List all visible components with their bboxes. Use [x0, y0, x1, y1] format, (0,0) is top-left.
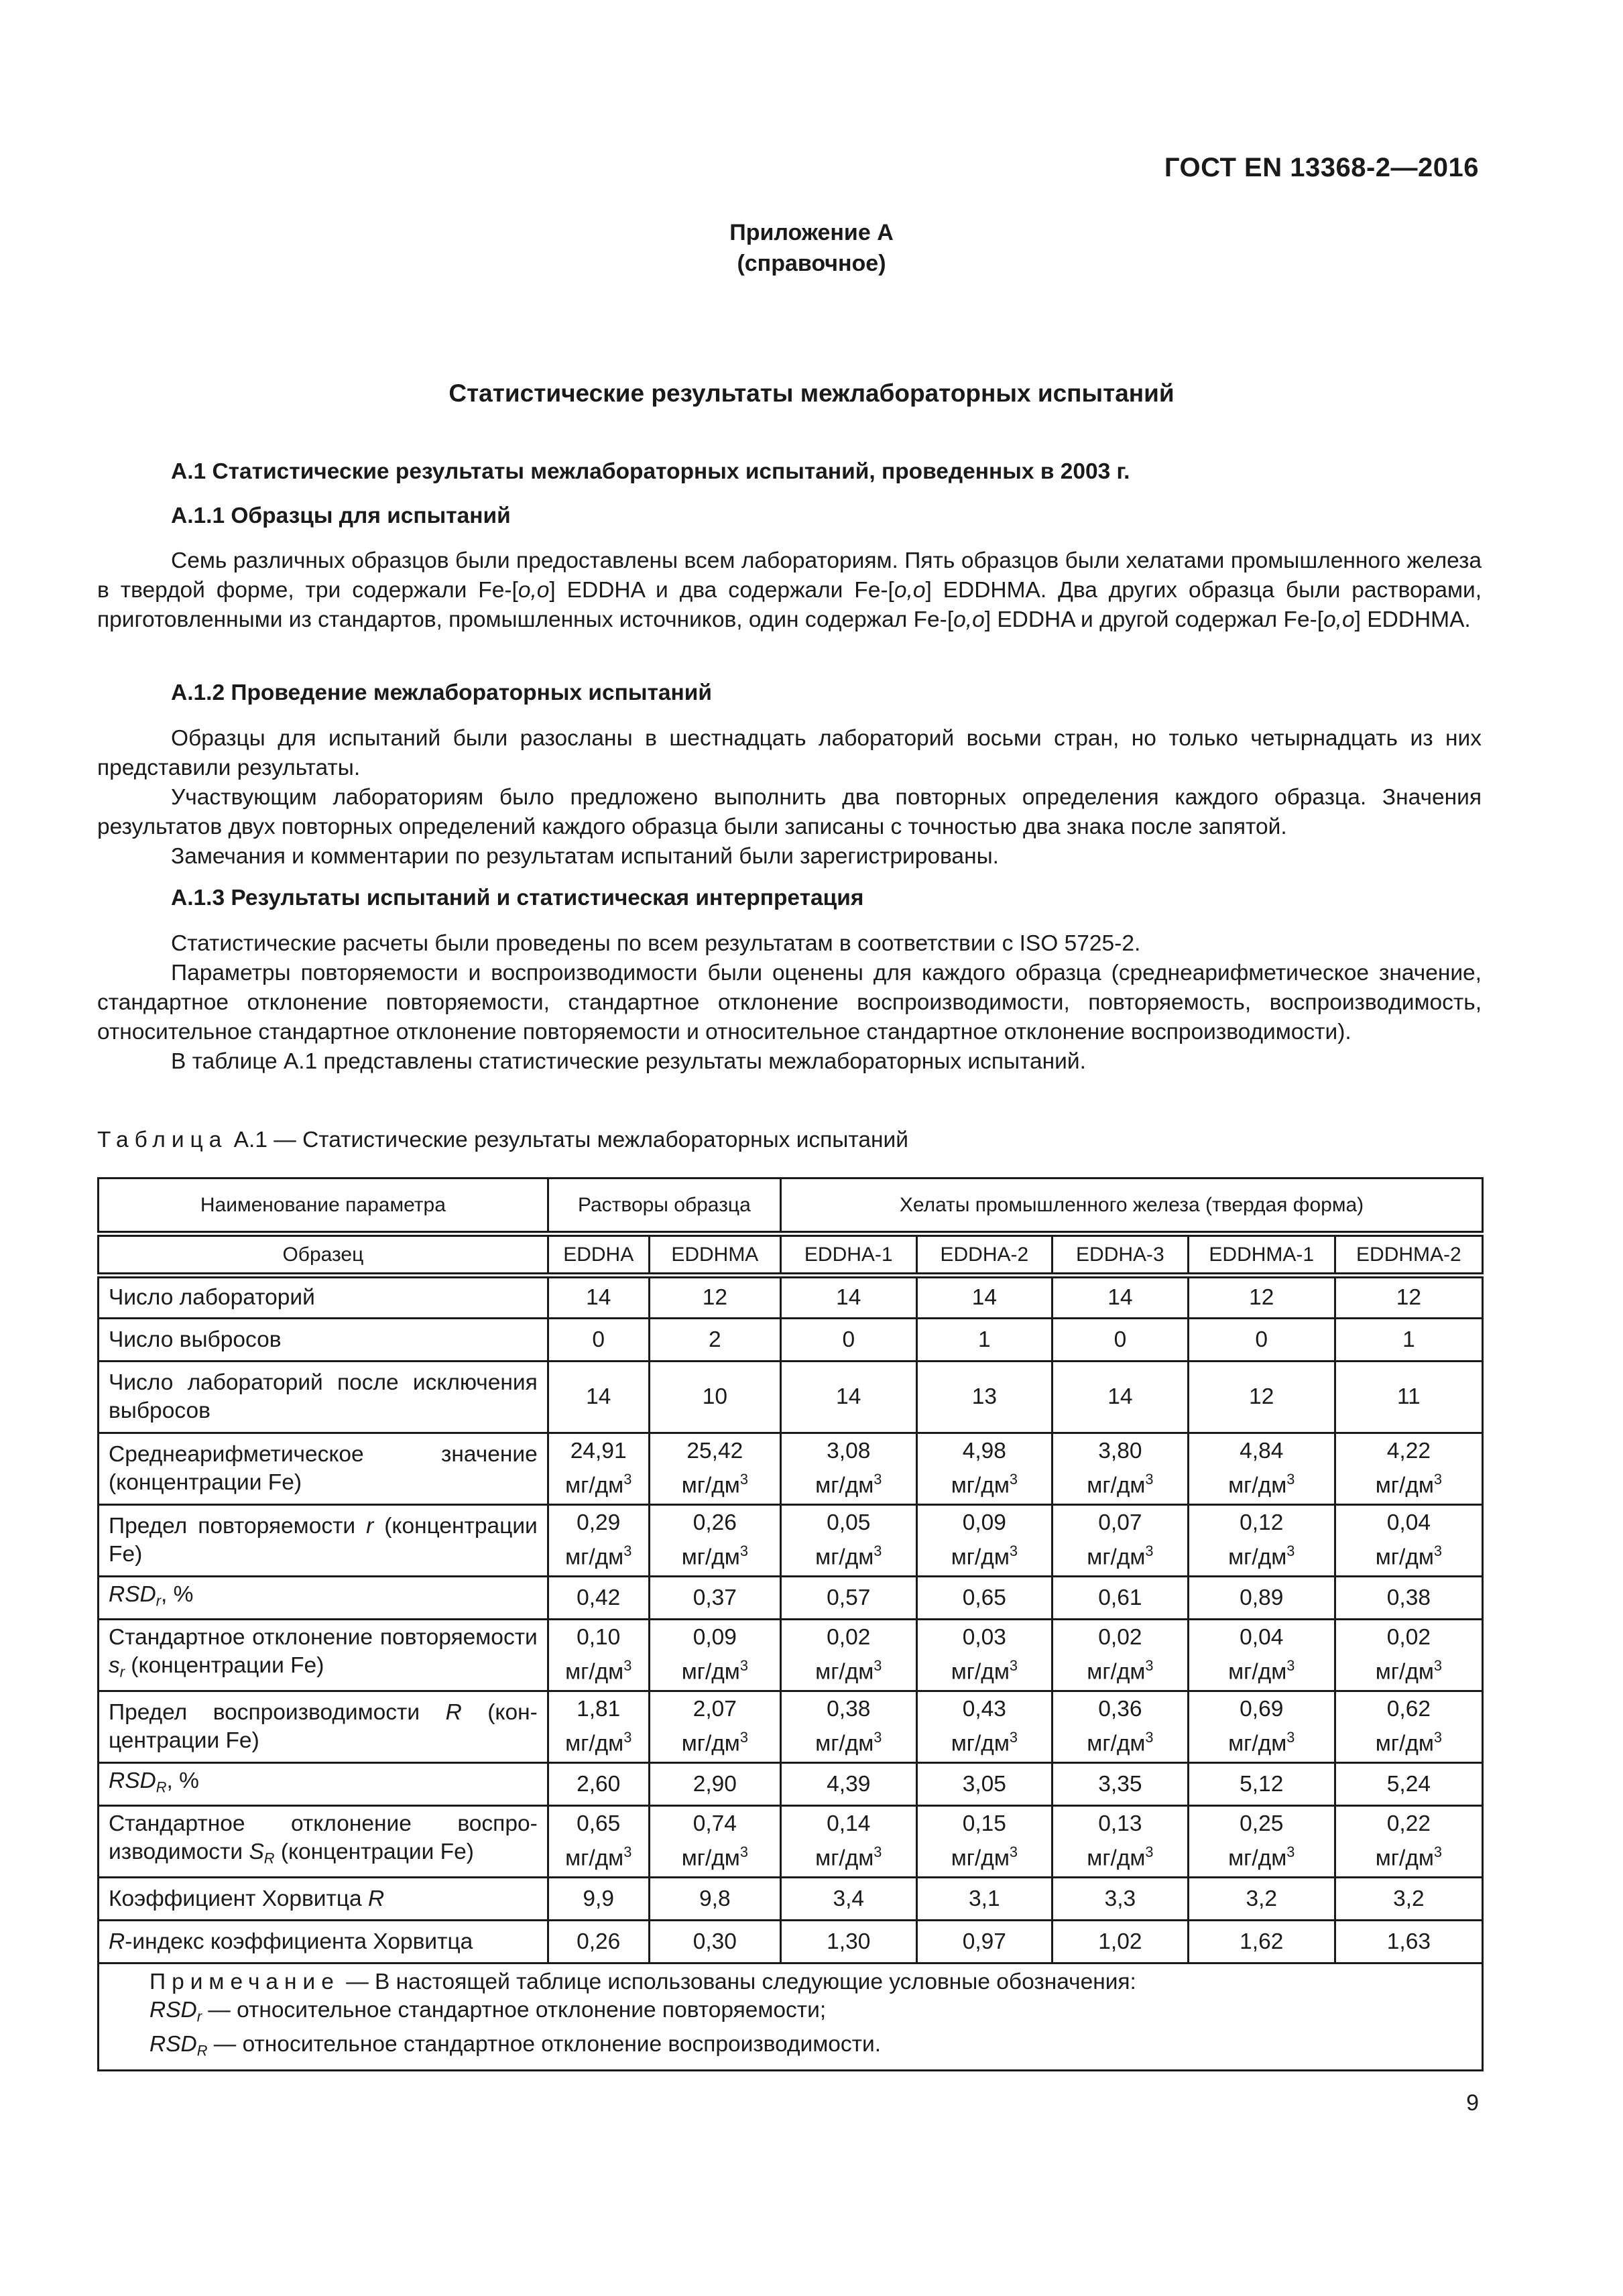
table-cell: 0,10 $мг/дм^3$ — [548, 1620, 649, 1691]
table-cell: 9,8 — [649, 1878, 780, 1921]
table-header-row — [99, 1179, 1483, 1234]
paragraph: Статистические расчеты были проведены по всем результатам в соответствии с ISO 5725-2. — [171, 931, 1141, 956]
unit-label: $мг/дм^3$ — [815, 1471, 882, 1498]
table-caption: Таблица А.1 — Статистические результаты межлабораторных испытаний — [97, 1128, 908, 1152]
table-cell: 14 — [916, 1276, 1053, 1319]
table-cell: 0,02 $мг/дм^3$ — [1053, 1620, 1189, 1691]
table-cell: 2,60 — [548, 1763, 649, 1806]
unit-label: $мг/дм^3$ — [1375, 1657, 1443, 1685]
paragraph: Замечания и комментарии по результатам испытаний были зарегистрированы. — [171, 844, 999, 869]
table-cell: 0,30 — [649, 1921, 780, 1963]
unit-label: $мг/дм^3$ — [681, 1543, 748, 1570]
unit-label: $мг/дм^3$ — [565, 1543, 632, 1570]
unit-label: $мг/дм^3$ — [565, 1657, 632, 1685]
table-cell: 14 — [548, 1362, 649, 1433]
unit-label: $мг/дм^3$ — [1087, 1471, 1154, 1498]
table-cell: 13 — [916, 1362, 1053, 1433]
table-row — [99, 1620, 1483, 1691]
unit-label: $мг/дм^3$ — [951, 1729, 1018, 1756]
unit-label: $мг/дм^3$ — [815, 1657, 882, 1685]
header-param: Наименование параметра — [99, 1179, 548, 1234]
unit-label: $мг/дм^3$ — [1375, 1543, 1443, 1570]
table-row — [99, 1433, 1483, 1505]
row-label: Число лабораторий после исключения выбросов — [99, 1362, 548, 1433]
table-cell: 4,84 $мг/дм^3$ — [1188, 1433, 1335, 1505]
unit-label: $мг/дм^3$ — [681, 1657, 748, 1685]
table-cell: 5,24 — [1335, 1763, 1482, 1806]
unit-label: $мг/дм^3$ — [951, 1543, 1018, 1570]
unit-label: $мг/дм^3$ — [565, 1844, 632, 1871]
table-cell: 0,09 $мг/дм^3$ — [916, 1505, 1053, 1577]
table-row — [99, 1763, 1483, 1806]
row-label: Стандартное отклонение повторяемости $s_r$ (концентрации Fe) — [99, 1620, 548, 1691]
unit-label: $мг/дм^3$ — [951, 1471, 1018, 1498]
annex-title: Статистические результаты межлабораторных испытаний — [448, 379, 1175, 407]
section-a13 — [97, 884, 1482, 913]
header-col: EDDHA-1 — [781, 1234, 917, 1276]
table-cell: 0 — [781, 1319, 917, 1362]
table-cell: 0,22 $мг/дм^3$ — [1335, 1806, 1482, 1878]
unit-label: $мг/дм^3$ — [681, 1471, 748, 1498]
table-cell: 14 — [781, 1362, 917, 1433]
section-a13-body — [97, 929, 1482, 1077]
table-cell: 0,74 $мг/дм^3$ — [649, 1806, 780, 1878]
unit-label: $мг/дм^3$ — [1228, 1543, 1295, 1570]
unit-label: $мг/дм^3$ — [1087, 1844, 1154, 1871]
table-cell: 4,98 $мг/дм^3$ — [916, 1433, 1053, 1505]
table-cell: 0,15 $мг/дм^3$ — [916, 1806, 1053, 1878]
table-row — [99, 1362, 1483, 1433]
table-row — [99, 1319, 1483, 1362]
table-cell: 0,02 $мг/дм^3$ — [781, 1620, 917, 1691]
row-label: R-индекс коэффициента Хорвитца — [99, 1921, 548, 1963]
paragraph: Параметры повторяемости и воспроизводимости были оценены для каждого образца (среднеарифметическое значение, стандартное отклонение повторяемости, стандартное отклонение воспроизводимости, повторяемость, воспроизводимость, относительное стандартное отклонение повторяемости и относительное стандартное отклонение воспроизводимости). — [97, 961, 1482, 1044]
header-solutions: Растворы образца — [548, 1179, 780, 1234]
table-cell: 0,89 — [1188, 1577, 1335, 1620]
statistics-table — [97, 1177, 1484, 2071]
table-cell: 3,4 — [781, 1878, 917, 1921]
table-cell: 1,62 — [1188, 1921, 1335, 1963]
row-label: Предел повторяемости r (концентрации Fe) — [99, 1505, 548, 1577]
table-cell: 3,2 — [1335, 1878, 1482, 1921]
table-cell: 0,65 $мг/дм^3$ — [548, 1806, 649, 1878]
table-row — [99, 1577, 1483, 1620]
table-cell: 0,97 — [916, 1921, 1053, 1963]
table-cell: 14 — [781, 1276, 917, 1319]
table-row — [99, 1505, 1483, 1577]
table-cell: 12 — [1188, 1276, 1335, 1319]
paragraph: В таблице А.1 представлены статистические результаты межлабораторных испытаний. — [171, 1049, 1086, 1074]
table-cell: 11 — [1335, 1362, 1482, 1433]
section-a1 — [97, 457, 1482, 487]
paragraph: Участвующим лабораториям было предложено выполнить два повторных определения каждого образца. Значения результатов двух повторных определений каждого образца были записаны с точностью два знака после запятой. — [97, 785, 1482, 839]
table-cell: 3,08 $мг/дм^3$ — [781, 1433, 917, 1505]
table-cell: 0,13 $мг/дм^3$ — [1053, 1806, 1189, 1878]
header-col: EDDHMA — [649, 1234, 780, 1276]
note-rsd-r: $RSD_r$ — относительное стандартное отклонение повторяемости; — [149, 1998, 827, 2025]
row-label: $RSD_r$, % — [99, 1577, 548, 1620]
header-col: EDDHA-2 — [916, 1234, 1053, 1276]
paragraph: Семь различных образцов были предоставлены всем лабораториям. Пять образцов были хелатами промышленного железа в твердой форме, три содержали Fe-[o,o] EDDHA и два содержали Fe-[o,o] EDDHMA. Два других образца были растворами, приготовленными из стандартов, промышленных источников, один содержал Fe-[o,o] EDDHA и другой содержал Fe-[o,o] EDDHMA. — [97, 548, 1482, 632]
unit-label: $мг/дм^3$ — [815, 1543, 882, 1570]
table-row — [99, 1921, 1483, 1963]
table-row — [99, 1691, 1483, 1763]
section-a12-body — [97, 724, 1482, 871]
table-cell: 0,26 — [548, 1921, 649, 1963]
table-cell: 3,35 — [1053, 1763, 1189, 1806]
table-row — [99, 1276, 1483, 1319]
table-cell: 0,42 — [548, 1577, 649, 1620]
section-a11-body — [97, 546, 1482, 635]
unit-label: $мг/дм^3$ — [1375, 1471, 1443, 1498]
section-a1-heading: А.1 Статистические результаты межлабораторных испытаний, проведенных в 2003 г. — [171, 459, 1130, 484]
table-cell: 0,07 $мг/дм^3$ — [1053, 1505, 1189, 1577]
table-cell: 0,38 $мг/дм^3$ — [781, 1691, 917, 1763]
paragraph: Образцы для испытаний были разосланы в шестнадцать лабораторий восьми стран, но только четырнадцать из них представили результаты. — [97, 726, 1482, 780]
table-cell: 4,39 — [781, 1763, 917, 1806]
table-header-row — [99, 1234, 1483, 1276]
table-cell: 3,05 — [916, 1763, 1053, 1806]
unit-label: $мг/дм^3$ — [565, 1471, 632, 1498]
unit-label: $мг/дм^3$ — [815, 1729, 882, 1756]
header-col: EDDHMA-2 — [1335, 1234, 1482, 1276]
unit-label: $мг/дм^3$ — [1087, 1729, 1154, 1756]
row-label: Число выбросов — [99, 1319, 548, 1362]
unit-label: $мг/дм^3$ — [1375, 1844, 1443, 1871]
table-cell: 12 — [1188, 1362, 1335, 1433]
table-cell: 1,81 $мг/дм^3$ — [548, 1691, 649, 1763]
unit-label: $мг/дм^3$ — [681, 1844, 748, 1871]
note-intro: Примечание — В настоящей таблице использованы следующие условные обозначения: — [149, 1970, 1136, 1994]
table-cell: 0,38 — [1335, 1577, 1482, 1620]
table-cell: 1 — [916, 1319, 1053, 1362]
table-cell: 2,07 $мг/дм^3$ — [649, 1691, 780, 1763]
table-cell: 0,26 $мг/дм^3$ — [649, 1505, 780, 1577]
section-a11-heading: А.1.1 Образцы для испытаний — [171, 503, 511, 528]
table-cell: 14 — [548, 1276, 649, 1319]
table-cell: 1,02 — [1053, 1921, 1189, 1963]
section-a11 — [97, 501, 1482, 531]
table-cell: 0,65 — [916, 1577, 1053, 1620]
table-cell: 1,63 — [1335, 1921, 1482, 1963]
table-cell: 0,69 $мг/дм^3$ — [1188, 1691, 1335, 1763]
row-label: Стандартное отклонение воспроизводимости $S_R$ (концентрации Fe) — [99, 1806, 548, 1878]
table-cell: 9,9 — [548, 1878, 649, 1921]
table-cell: 3,1 — [916, 1878, 1053, 1921]
table-cell: 0,61 — [1053, 1577, 1189, 1620]
table-cell: 12 — [649, 1276, 780, 1319]
unit-label: $мг/дм^3$ — [951, 1844, 1018, 1871]
table-row — [99, 1806, 1483, 1878]
table-note — [99, 1963, 1483, 2071]
section-a12 — [97, 678, 1482, 708]
unit-label: $мг/дм^3$ — [1375, 1729, 1443, 1756]
table-cell: 12 — [1335, 1276, 1482, 1319]
unit-label: $мг/дм^3$ — [815, 1844, 882, 1871]
table-cell: 0,57 — [781, 1577, 917, 1620]
table-row — [99, 1878, 1483, 1921]
table-cell: 0,12 $мг/дм^3$ — [1188, 1505, 1335, 1577]
table-cell: 0,25 $мг/дм^3$ — [1188, 1806, 1335, 1878]
table-cell: 0,05 $мг/дм^3$ — [781, 1505, 917, 1577]
unit-label: $мг/дм^3$ — [1228, 1844, 1295, 1871]
table-cell: 0,36 $мг/дм^3$ — [1053, 1691, 1189, 1763]
table-cell: 0 — [1188, 1319, 1335, 1362]
unit-label: $мг/дм^3$ — [1228, 1729, 1295, 1756]
unit-label: $мг/дм^3$ — [1087, 1657, 1154, 1685]
standard-code: ГОСТ EN 13368-2—2016 — [1164, 153, 1479, 182]
header-col: EDDHA — [548, 1234, 649, 1276]
table-cell: 2,90 — [649, 1763, 780, 1806]
header-sample: Образец — [99, 1234, 548, 1276]
table-cell: 0,03 $мг/дм^3$ — [916, 1620, 1053, 1691]
unit-label: $мг/дм^3$ — [565, 1729, 632, 1756]
section-a13-heading: А.1.3 Результаты испытаний и статистическая интерпретация — [171, 886, 864, 910]
row-label: Среднеарифметическое значение (концентрации Fe) — [99, 1433, 548, 1505]
unit-label: $мг/дм^3$ — [681, 1729, 748, 1756]
table-cell: 1,30 — [781, 1921, 917, 1963]
header-chelates: Хелаты промышленного железа (твердая форма) — [781, 1179, 1483, 1234]
table-cell: 10 — [649, 1362, 780, 1433]
section-a12-heading: А.1.2 Проведение межлабораторных испытаний — [171, 680, 712, 705]
table-cell: 24,91 $мг/дм^3$ — [548, 1433, 649, 1505]
table-cell: 0,04 $мг/дм^3$ — [1188, 1620, 1335, 1691]
table-cell: 0,02 $мг/дм^3$ — [1335, 1620, 1482, 1691]
unit-label: $мг/дм^3$ — [1087, 1543, 1154, 1570]
note-rsd-R: $RSD_R$ — относительное стандартное отклонение воспроизводимости. — [149, 2032, 882, 2059]
table-cell: 3,80 $мг/дм^3$ — [1053, 1433, 1189, 1505]
header-col: EDDHMA-1 — [1188, 1234, 1335, 1276]
table-cell: 1 — [1335, 1319, 1482, 1362]
table-cell: 0,04 $мг/дм^3$ — [1335, 1505, 1482, 1577]
table-cell: 3,3 — [1053, 1878, 1189, 1921]
table-cell: 4,22 $мг/дм^3$ — [1335, 1433, 1482, 1505]
header-col: EDDHA-3 — [1053, 1234, 1189, 1276]
row-label: Число лабораторий — [99, 1276, 548, 1319]
table-cell: 0,62 $мг/дм^3$ — [1335, 1691, 1482, 1763]
annex-label: Приложение А — [729, 220, 894, 245]
table-cell: 0,14 $мг/дм^3$ — [781, 1806, 917, 1878]
table-cell: 5,12 — [1188, 1763, 1335, 1806]
table-cell: 14 — [1053, 1276, 1189, 1319]
table-cell: 0,43 $мг/дм^3$ — [916, 1691, 1053, 1763]
table-cell: 0,29 $мг/дм^3$ — [548, 1505, 649, 1577]
unit-label: $мг/дм^3$ — [1228, 1657, 1295, 1685]
table-cell: 0,37 — [649, 1577, 780, 1620]
table-cell: 0,09 $мг/дм^3$ — [649, 1620, 780, 1691]
row-label: Предел воспроизводимости R (концентрации Fe) — [99, 1691, 548, 1763]
table-note-row — [99, 1963, 1483, 2071]
table-cell: 0 — [1053, 1319, 1189, 1362]
table-cell: 14 — [1053, 1362, 1189, 1433]
table-cell: 0 — [548, 1319, 649, 1362]
page-number: 9 — [1466, 2090, 1479, 2116]
table-cell: 25,42 $мг/дм^3$ — [649, 1433, 780, 1505]
table-cell: 3,2 — [1188, 1878, 1335, 1921]
row-label: Коэффициент Хорвитца R — [99, 1878, 548, 1921]
unit-label: $мг/дм^3$ — [951, 1657, 1018, 1685]
row-label: $RSD_R$, % — [99, 1763, 548, 1806]
annex-kind: (справочное) — [737, 251, 886, 276]
table-cell: 2 — [649, 1319, 780, 1362]
unit-label: $мг/дм^3$ — [1228, 1471, 1295, 1498]
